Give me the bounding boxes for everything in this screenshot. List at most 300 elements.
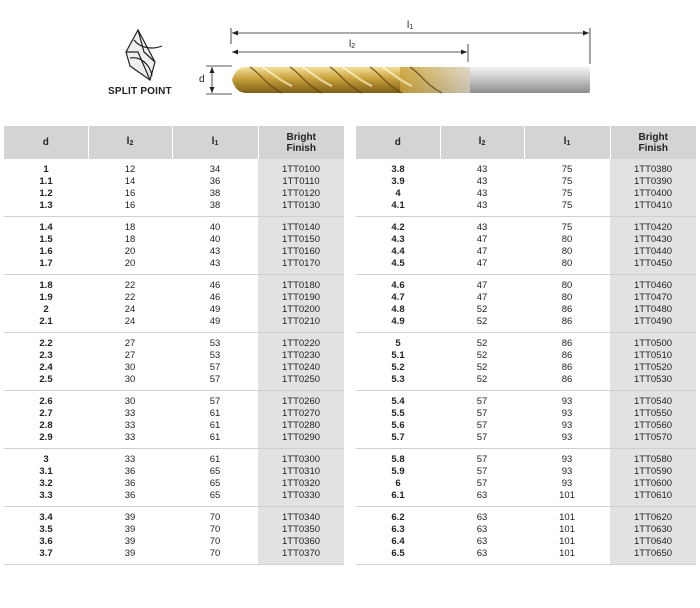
cell-code: 1TT0600 [610, 478, 696, 490]
cell-l1: 86 [561, 374, 573, 385]
cell-code: 1TT0630 [610, 524, 696, 536]
table-row [4, 524, 344, 536]
cell-code: 1TT0210 [258, 316, 344, 328]
cell-code: 1TT0440 [610, 246, 696, 258]
cell-d: 5.7 [391, 432, 405, 443]
cell-code: 1TT0110 [258, 176, 344, 188]
table-row [356, 222, 696, 234]
cell-l2: 33 [124, 432, 136, 443]
cell-d: 1.2 [39, 188, 53, 199]
cell-code: 1TT0560 [610, 420, 696, 432]
table-row [4, 548, 344, 560]
cell-d: 4.6 [391, 280, 405, 291]
cell-l1: 46 [209, 280, 221, 291]
cell-l1: 101 [559, 548, 575, 559]
table-row [4, 432, 344, 444]
cell-d: 6.5 [391, 548, 405, 559]
cell-l2: 22 [124, 280, 136, 291]
cell-code: 1TT0510 [610, 350, 696, 362]
table-row [4, 258, 344, 270]
table-row [4, 292, 344, 304]
cell-l1: 61 [209, 432, 221, 443]
cell-l1: 93 [561, 408, 573, 419]
cell-l2: 16 [124, 200, 136, 211]
cell-l1: 49 [209, 304, 221, 315]
cell-d: 4.7 [391, 292, 405, 303]
cell-l2: 63 [476, 512, 488, 523]
group-divider [356, 560, 696, 565]
cell-d: 3.4 [39, 512, 53, 523]
cell-code: 1TT0460 [610, 280, 696, 292]
cell-code: 1TT0230 [258, 350, 344, 362]
cell-d: 4.3 [391, 234, 405, 245]
table-row [356, 280, 696, 292]
cell-l2: 39 [124, 512, 136, 523]
cell-code: 1TT0310 [258, 466, 344, 478]
table-row [4, 188, 344, 200]
cell-l2: 57 [476, 420, 488, 431]
cell-l2: 30 [124, 362, 136, 373]
cell-code: 1TT0250 [258, 374, 344, 386]
table-body-left [4, 159, 344, 565]
cell-l2: 33 [124, 420, 136, 431]
table-row [356, 512, 696, 524]
table-row [4, 454, 344, 466]
cell-code: 1TT0500 [610, 338, 696, 350]
cell-d: 4.9 [391, 316, 405, 327]
cell-l1: 40 [209, 234, 221, 245]
cell-code: 1TT0480 [610, 304, 696, 316]
cell-l2: 57 [476, 396, 488, 407]
cell-l2: 33 [124, 454, 136, 465]
cell-l2: 43 [476, 176, 488, 187]
table-body-right [356, 159, 696, 565]
table-row [356, 408, 696, 420]
cell-code: 1TT0390 [610, 176, 696, 188]
table-row [4, 164, 344, 176]
cell-l2: 39 [124, 536, 136, 547]
cell-l1: 57 [209, 362, 221, 373]
col-header-bright-finish [610, 126, 696, 159]
dim-d-label: d [199, 74, 205, 85]
cell-code: 1TT0140 [258, 222, 344, 234]
cell-code: 1TT0240 [258, 362, 344, 374]
cell-l2: 63 [476, 524, 488, 535]
cell-l2: 30 [124, 374, 136, 385]
cell-code: 1TT0130 [258, 200, 344, 212]
bright-finish-label: Bright Finish [638, 131, 668, 154]
cell-l2: 63 [476, 548, 488, 559]
cell-d: 3.7 [39, 548, 53, 559]
cell-l1: 65 [209, 490, 221, 501]
col-header-l1: l1 [524, 126, 610, 159]
table-row [4, 478, 344, 490]
cell-l1: 86 [561, 304, 573, 315]
cell-l1: 40 [209, 222, 221, 233]
table-row [356, 200, 696, 212]
cell-code: 1TT0190 [258, 292, 344, 304]
bright-finish-label: Bright Finish [286, 131, 316, 154]
cell-l2: 27 [124, 350, 136, 361]
cell-l2: 57 [476, 432, 488, 443]
table-row [4, 176, 344, 188]
table-row [4, 396, 344, 408]
cell-d: 2.2 [39, 338, 53, 349]
cell-l1: 57 [209, 374, 221, 385]
cell-d: 3.3 [39, 490, 53, 501]
cell-d: 2.5 [39, 374, 53, 385]
table-row [356, 176, 696, 188]
table-row [356, 164, 696, 176]
col-header-l1: l1 [172, 126, 258, 159]
cell-l2: 36 [124, 466, 136, 477]
table-row [356, 420, 696, 432]
cell-l2: 57 [476, 408, 488, 419]
cell-l1: 80 [561, 280, 573, 291]
cell-l2: 36 [124, 478, 136, 489]
cell-l2: 57 [476, 454, 488, 465]
cell-l1: 86 [561, 316, 573, 327]
cell-l2: 24 [124, 304, 136, 315]
table-row [4, 466, 344, 478]
cell-code: 1TT0220 [258, 338, 344, 350]
cell-l1: 36 [209, 176, 221, 187]
table-row [356, 454, 696, 466]
table-row [356, 490, 696, 502]
table-header-row [356, 126, 696, 159]
table-row [356, 536, 696, 548]
cell-l2: 47 [476, 246, 488, 257]
cell-d: 6.4 [391, 536, 405, 547]
table-row [4, 536, 344, 548]
cell-d: 5.8 [391, 454, 405, 465]
cell-l2: 52 [476, 374, 488, 385]
cell-d: 3.5 [39, 524, 53, 535]
table-row [356, 316, 696, 328]
cell-code: 1TT0100 [258, 164, 344, 176]
cell-code: 1TT0380 [610, 164, 696, 176]
cell-l1: 65 [209, 466, 221, 477]
cell-code: 1TT0640 [610, 536, 696, 548]
cell-l2: 47 [476, 258, 488, 269]
cell-l1: 101 [559, 524, 575, 535]
table-row [356, 396, 696, 408]
cell-l2: 47 [476, 280, 488, 291]
cell-l2: 52 [476, 338, 488, 349]
cell-l1: 34 [209, 164, 221, 175]
cell-l1: 75 [561, 176, 573, 187]
cell-d: 5.1 [391, 350, 405, 361]
cell-d: 1.7 [39, 258, 53, 269]
table-row [4, 490, 344, 502]
group-divider [4, 560, 344, 565]
cell-l1: 80 [561, 258, 573, 269]
table-row [356, 466, 696, 478]
cell-code: 1TT0120 [258, 188, 344, 200]
cell-code: 1TT0550 [610, 408, 696, 420]
cell-l1: 93 [561, 396, 573, 407]
cell-d: 1.3 [39, 200, 53, 211]
cell-l1: 49 [209, 316, 221, 327]
cell-l1: 86 [561, 350, 573, 361]
table-row [356, 258, 696, 270]
cell-l2: 18 [124, 222, 136, 233]
cell-d: 2 [43, 304, 49, 315]
cell-code: 1TT0470 [610, 292, 696, 304]
cell-d: 3 [43, 454, 49, 465]
cell-code: 1TT0650 [610, 548, 696, 560]
table-row [356, 304, 696, 316]
table-row [4, 200, 344, 212]
cell-l1: 61 [209, 454, 221, 465]
cell-l1: 93 [561, 432, 573, 443]
table-row [4, 234, 344, 246]
cell-d: 4.4 [391, 246, 405, 257]
cell-code: 1TT0450 [610, 258, 696, 270]
cell-l1: 70 [209, 548, 221, 559]
cell-d: 4.5 [391, 258, 405, 269]
col-header-l2: l2 [440, 126, 524, 159]
cell-d: 4 [395, 188, 401, 199]
table-row [356, 188, 696, 200]
table-row [356, 432, 696, 444]
cell-d: 3.2 [39, 478, 53, 489]
cell-l1: 38 [209, 200, 221, 211]
cell-l2: 52 [476, 316, 488, 327]
cell-l2: 43 [476, 188, 488, 199]
cell-d: 5.6 [391, 420, 405, 431]
cell-d: 1 [43, 164, 49, 175]
cell-code: 1TT0260 [258, 396, 344, 408]
cell-l1: 57 [209, 396, 221, 407]
cell-d: 5.3 [391, 374, 405, 385]
table-row [4, 304, 344, 316]
dim-l1-label: l1 [407, 20, 414, 31]
cell-d: 5 [395, 338, 401, 349]
cell-d: 6.2 [391, 512, 405, 523]
cell-l2: 16 [124, 188, 136, 199]
col-header-bright-finish [258, 126, 344, 159]
cell-d: 3.8 [391, 164, 405, 175]
cell-code: 1TT0370 [258, 548, 344, 560]
cell-code: 1TT0490 [610, 316, 696, 328]
cell-d: 1.9 [39, 292, 53, 303]
cell-l2: 57 [476, 466, 488, 477]
cell-l1: 93 [561, 454, 573, 465]
cell-l2: 30 [124, 396, 136, 407]
cell-l1: 43 [209, 246, 221, 257]
table-row [356, 362, 696, 374]
cell-code: 1TT0430 [610, 234, 696, 246]
cell-d: 1.4 [39, 222, 53, 233]
drill-size-table-left [4, 126, 344, 565]
cell-l1: 75 [561, 200, 573, 211]
cell-d: 2.9 [39, 432, 53, 443]
cell-d: 1.6 [39, 246, 53, 257]
cell-l1: 43 [209, 258, 221, 269]
table-row [356, 246, 696, 258]
cell-d: 3.1 [39, 466, 53, 477]
table-row [356, 350, 696, 362]
cell-d: 4.2 [391, 222, 405, 233]
cell-l1: 93 [561, 420, 573, 431]
cell-d: 6.3 [391, 524, 405, 535]
cell-l1: 80 [561, 234, 573, 245]
cell-l2: 24 [124, 316, 136, 327]
table-row [4, 316, 344, 328]
col-header-d: d [356, 126, 440, 159]
cell-d: 1.5 [39, 234, 53, 245]
cell-l1: 75 [561, 188, 573, 199]
cell-d: 1.1 [39, 176, 53, 187]
cell-d: 4.8 [391, 304, 405, 315]
cell-l1: 53 [209, 350, 221, 361]
cell-l2: 22 [124, 292, 136, 303]
split-point-label: SPLIT POINT [108, 86, 172, 97]
table-header-row [4, 126, 344, 159]
header-illustration [0, 0, 700, 125]
table-row [4, 350, 344, 362]
cell-d: 3.9 [391, 176, 405, 187]
cell-d: 2.1 [39, 316, 53, 327]
cell-l1: 93 [561, 478, 573, 489]
table-row [356, 478, 696, 490]
cell-code: 1TT0360 [258, 536, 344, 548]
drill-size-table-right [356, 126, 696, 565]
cell-d: 2.7 [39, 408, 53, 419]
cell-l2: 39 [124, 524, 136, 535]
cell-l2: 63 [476, 536, 488, 547]
cell-code: 1TT0160 [258, 246, 344, 258]
cell-l2: 18 [124, 234, 136, 245]
cell-l2: 12 [124, 164, 136, 175]
cell-code: 1TT0540 [610, 396, 696, 408]
cell-l2: 14 [124, 176, 136, 187]
cell-code: 1TT0300 [258, 454, 344, 466]
cell-l1: 86 [561, 338, 573, 349]
cell-code: 1TT0410 [610, 200, 696, 212]
cell-code: 1TT0170 [258, 258, 344, 270]
cell-d: 5.5 [391, 408, 405, 419]
table-row [4, 420, 344, 432]
cell-code: 1TT0570 [610, 432, 696, 444]
cell-d: 2.8 [39, 420, 53, 431]
table-row [4, 512, 344, 524]
cell-code: 1TT0420 [610, 222, 696, 234]
cell-code: 1TT0320 [258, 478, 344, 490]
cell-l2: 20 [124, 246, 136, 257]
cell-d: 1.8 [39, 280, 53, 291]
cell-l1: 101 [559, 536, 575, 547]
cell-l2: 52 [476, 304, 488, 315]
cell-l2: 20 [124, 258, 136, 269]
drill-bit-image [232, 67, 590, 93]
cell-code: 1TT0280 [258, 420, 344, 432]
table-row [4, 362, 344, 374]
cell-l2: 47 [476, 234, 488, 245]
cell-l2: 47 [476, 292, 488, 303]
cell-l1: 75 [561, 164, 573, 175]
cell-code: 1TT0620 [610, 512, 696, 524]
cell-code: 1TT0180 [258, 280, 344, 292]
cell-l1: 46 [209, 292, 221, 303]
table-row [356, 374, 696, 386]
cell-code: 1TT0150 [258, 234, 344, 246]
cell-l2: 43 [476, 200, 488, 211]
table-row [4, 280, 344, 292]
cell-code: 1TT0270 [258, 408, 344, 420]
table-row [356, 524, 696, 536]
cell-l1: 65 [209, 478, 221, 489]
table-row [4, 338, 344, 350]
cell-l1: 70 [209, 524, 221, 535]
cell-code: 1TT0580 [610, 454, 696, 466]
cell-l2: 27 [124, 338, 136, 349]
cell-code: 1TT0350 [258, 524, 344, 536]
cell-d: 5.9 [391, 466, 405, 477]
cell-l2: 39 [124, 548, 136, 559]
cell-l1: 93 [561, 466, 573, 477]
cell-code: 1TT0610 [610, 490, 696, 502]
cell-l1: 80 [561, 246, 573, 257]
cell-d: 4.1 [391, 200, 405, 211]
cell-l1: 101 [559, 490, 575, 501]
table-row [4, 374, 344, 386]
cell-l1: 101 [559, 512, 575, 523]
table-row [356, 234, 696, 246]
cell-l1: 61 [209, 420, 221, 431]
cell-d: 2.6 [39, 396, 53, 407]
cell-l2: 63 [476, 490, 488, 501]
drill-diagram [0, 0, 700, 125]
cell-l1: 61 [209, 408, 221, 419]
cell-l2: 36 [124, 490, 136, 501]
col-header-d: d [4, 126, 88, 159]
cell-l2: 57 [476, 478, 488, 489]
cell-l2: 52 [476, 350, 488, 361]
cell-d: 2.4 [39, 362, 53, 373]
cell-code: 1TT0330 [258, 490, 344, 502]
cell-l1: 70 [209, 512, 221, 523]
cell-d: 6 [395, 478, 401, 489]
cell-code: 1TT0530 [610, 374, 696, 386]
cell-code: 1TT0290 [258, 432, 344, 444]
split-point-icon [126, 30, 162, 80]
cell-l1: 80 [561, 292, 573, 303]
cell-l2: 43 [476, 222, 488, 233]
table-row [4, 246, 344, 258]
cell-l2: 52 [476, 362, 488, 373]
cell-l1: 70 [209, 536, 221, 547]
cell-l2: 43 [476, 164, 488, 175]
table-row [356, 548, 696, 560]
cell-d: 6.1 [391, 490, 405, 501]
dim-l2-label: l2 [349, 39, 356, 50]
cell-d: 3.6 [39, 536, 53, 547]
cell-code: 1TT0520 [610, 362, 696, 374]
cell-code: 1TT0590 [610, 466, 696, 478]
cell-l1: 38 [209, 188, 221, 199]
cell-l2: 33 [124, 408, 136, 419]
table-row [356, 338, 696, 350]
cell-code: 1TT0400 [610, 188, 696, 200]
table-row [356, 292, 696, 304]
col-header-l2: l2 [88, 126, 172, 159]
cell-d: 5.4 [391, 396, 405, 407]
cell-l1: 75 [561, 222, 573, 233]
cell-code: 1TT0200 [258, 304, 344, 316]
table-row [4, 408, 344, 420]
